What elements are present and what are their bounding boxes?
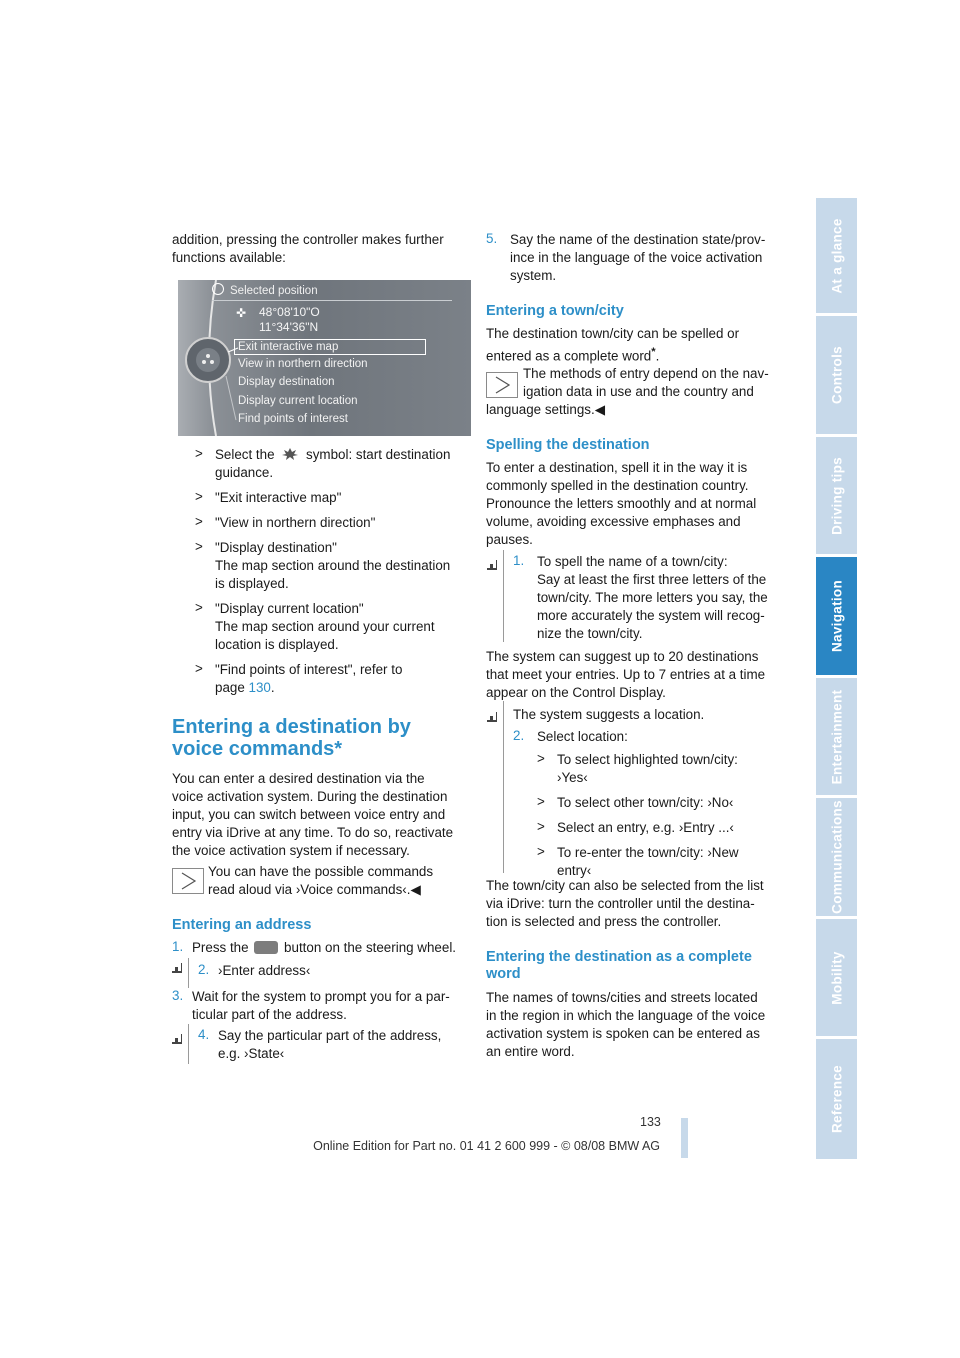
text: location is displayed. xyxy=(215,637,339,652)
subheading-spelling: Spelling the destination xyxy=(486,437,650,453)
screen-divider xyxy=(212,300,452,301)
list-item xyxy=(195,600,475,654)
text: The system can suggest up to 20 destinations xyxy=(486,649,759,664)
play-triangle-icon xyxy=(173,869,203,893)
microphone-icon xyxy=(485,558,499,572)
control-display-screenshot xyxy=(178,280,471,436)
menu-item-exit-map[interactable]: Exit interactive map xyxy=(234,339,426,355)
text: ticular part of the address. xyxy=(192,1007,347,1022)
text: Say at least the first three letters of the xyxy=(537,572,767,587)
footer-marker xyxy=(681,1118,688,1158)
list-item xyxy=(195,661,475,697)
coordinate-latitude: 48°08'10"O xyxy=(259,305,320,319)
step-item xyxy=(198,962,468,980)
microphone-icon xyxy=(170,1032,184,1046)
text: entry via iDrive at any time. To do so, reactivate xyxy=(172,825,454,840)
side-tab-navigation[interactable] xyxy=(816,557,857,675)
side-tab-label: At a glance xyxy=(829,217,844,294)
text: town/city. The more letters you say, the xyxy=(537,590,768,605)
town-paragraph xyxy=(486,325,786,365)
step-item xyxy=(513,728,785,746)
voice-bar xyxy=(503,701,504,873)
suggest-paragraph xyxy=(486,648,786,702)
side-tab-communications[interactable] xyxy=(816,798,857,916)
side-tab-reference[interactable] xyxy=(816,1039,857,1159)
list-item xyxy=(537,819,787,837)
text: Select an entry, e.g. ›Entry ...‹ xyxy=(557,820,734,835)
text: The names of towns/cities and streets located xyxy=(486,990,758,1005)
step-item xyxy=(486,231,786,285)
bullet: > xyxy=(537,844,545,859)
text: You can enter a desired destination via the xyxy=(172,771,425,786)
text: ›Enter address‹ xyxy=(218,963,311,978)
text: appear on the Control Display. xyxy=(486,685,666,700)
step-number: 3. xyxy=(172,988,184,1003)
text: "Display current location" xyxy=(215,601,364,616)
step-item xyxy=(198,1027,468,1063)
menu-item-display-current-location[interactable]: Display current location xyxy=(238,395,358,407)
text: Select the xyxy=(215,447,275,462)
text: read aloud via ›Voice commands‹.◀ xyxy=(208,882,421,897)
note-text xyxy=(486,401,786,419)
online-edition-note: Online Edition for Part no. 01 41 2 600 999 - © 08/08 BMW AG xyxy=(313,1139,660,1153)
bullet: > xyxy=(195,514,203,529)
text: that meet your entries. Up to 7 entries at a time xyxy=(486,667,766,682)
subheading-complete-word xyxy=(486,949,752,983)
text: commonly spelled in the destination country. xyxy=(486,478,749,493)
position-icon xyxy=(212,283,224,295)
text: more accurately the system will recog- xyxy=(537,608,765,623)
bullet: > xyxy=(195,539,203,554)
text: To select highlighted town/city: xyxy=(557,752,738,767)
side-tab-label: Mobility xyxy=(829,950,844,1005)
step-number: 1. xyxy=(172,939,184,954)
text: To select other town/city: ›No‹ xyxy=(557,795,734,810)
side-tab-label: Communications xyxy=(829,800,844,914)
text: nize the town/city. xyxy=(537,626,643,641)
list-item xyxy=(537,794,787,812)
side-tab-driving-tips[interactable] xyxy=(816,437,857,554)
voice-bar xyxy=(503,550,504,642)
word-paragraph xyxy=(486,989,786,1061)
text: "Find points of interest", refer to xyxy=(215,662,403,677)
list-item xyxy=(195,539,475,593)
text: page xyxy=(215,680,245,695)
text: system. xyxy=(510,268,557,283)
step-number: 4. xyxy=(198,1027,210,1042)
microphone-icon xyxy=(170,961,184,975)
text: Wait for the system to prompt you for a par- xyxy=(192,989,450,1004)
text: The system suggests a location. xyxy=(513,707,705,722)
bullet: > xyxy=(195,446,203,461)
section-heading xyxy=(172,716,411,760)
text: . xyxy=(270,680,275,695)
note-text xyxy=(208,863,468,899)
note-icon xyxy=(486,372,518,398)
text: via iDrive: turn the controller until the destina- xyxy=(486,896,755,911)
page-link[interactable]: 130 xyxy=(248,680,271,695)
side-tab-label: Controls xyxy=(829,346,844,404)
section-paragraph xyxy=(172,770,472,860)
text: igation data in use and the country and xyxy=(523,384,754,399)
text: language settings.◀ xyxy=(486,402,605,417)
text: The methods of entry depend on the nav- xyxy=(523,366,769,381)
text: e.g. ›State‹ xyxy=(218,1046,285,1061)
play-triangle-icon xyxy=(487,373,517,397)
address-steps xyxy=(172,939,472,957)
list-item xyxy=(195,446,475,482)
step-item xyxy=(172,939,472,957)
text: Pronounce the letters smoothly and at normal xyxy=(486,496,757,511)
text: in the region in which the language of the voice xyxy=(486,1008,766,1023)
screen-title: Selected position xyxy=(230,285,318,297)
text: To enter a destination, spell it in the way it is xyxy=(486,460,748,475)
text: Say the particular part of the address, xyxy=(218,1028,442,1043)
list-item xyxy=(537,751,787,787)
side-tab-mobility[interactable] xyxy=(816,919,857,1036)
text: To re-enter the town/city: ›New xyxy=(557,845,739,860)
subheading-address: Entering an address xyxy=(172,917,312,933)
menu-item-northern-direction[interactable]: View in northern direction xyxy=(238,358,368,370)
text: symbol: start destination xyxy=(306,447,451,462)
text: Select location: xyxy=(537,729,628,744)
step-item xyxy=(172,988,472,1024)
text: entered as a complete word xyxy=(486,348,652,364)
heading-line: voice commands* xyxy=(172,738,343,760)
note-icon xyxy=(172,868,204,894)
heading-line: Entering a destination by xyxy=(172,716,411,738)
bullet: > xyxy=(537,751,545,766)
bullet: > xyxy=(537,819,545,834)
function-list xyxy=(195,446,475,697)
list-item xyxy=(195,514,475,532)
microphone-icon xyxy=(485,710,499,724)
step-number: 5. xyxy=(486,231,498,246)
system-suggests xyxy=(513,706,785,724)
text: voice activation system. During the destination xyxy=(172,789,448,804)
voice-bar xyxy=(188,1024,189,1064)
text: is displayed. xyxy=(215,576,289,591)
step-number: 2. xyxy=(198,962,210,977)
heading-line: Entering the destination as a complete xyxy=(486,949,752,965)
menu-item-display-destination[interactable]: Display destination xyxy=(238,376,335,388)
intro-text: addition, pressing the controller makes further functions available: xyxy=(172,232,444,265)
list-item xyxy=(537,844,787,880)
voice-bar xyxy=(188,958,189,988)
text: The town/city can also be selected from the list xyxy=(486,878,764,893)
side-tab-label: Reference xyxy=(829,1065,844,1133)
text: tion is selected and press the controller. xyxy=(486,914,722,929)
text: Press the xyxy=(192,940,249,955)
text: pauses. xyxy=(486,532,533,547)
text: . xyxy=(655,348,660,364)
page-number: 133 xyxy=(640,1115,661,1129)
text: an entire word. xyxy=(486,1044,575,1059)
subheading-town: Entering a town/city xyxy=(486,303,624,319)
bullet: > xyxy=(195,489,203,504)
bullet: > xyxy=(195,600,203,615)
side-tab-controls[interactable] xyxy=(816,316,857,434)
selection-options xyxy=(537,751,787,880)
bullet: > xyxy=(195,661,203,676)
text: "View in northern direction" xyxy=(215,515,376,530)
side-tab-entertainment[interactable] xyxy=(816,678,857,795)
side-tab-at-a-glance[interactable] xyxy=(816,198,857,313)
menu-item-find-poi[interactable]: Find points of interest xyxy=(238,413,348,425)
step-number: 1. xyxy=(513,553,525,568)
text: the voice activation system if necessary. xyxy=(172,843,410,858)
text: entry‹ xyxy=(557,863,592,878)
text: ›Yes‹ xyxy=(557,770,588,785)
text: ince in the language of the voice activation xyxy=(510,250,763,265)
idrive-paragraph xyxy=(486,877,786,931)
text: activation system is spoken can be entered as xyxy=(486,1026,760,1041)
step-item xyxy=(513,553,785,643)
screen-title-row xyxy=(212,283,318,297)
note-text xyxy=(523,365,785,401)
text: The map section around the destination xyxy=(215,558,451,573)
text: You can have the possible commands xyxy=(208,864,434,879)
text: input, you can switch between voice entry and xyxy=(172,807,446,822)
text: To spell the name of a town/city: xyxy=(537,554,728,569)
intro-paragraph xyxy=(172,231,472,267)
voice-button-icon xyxy=(254,941,278,954)
spell-paragraph xyxy=(486,459,786,549)
text: The map section around your current xyxy=(215,619,435,634)
coordinate-longitude: 11°34'36"N xyxy=(259,320,319,334)
text: "Display destination" xyxy=(215,540,337,555)
step-number: 2. xyxy=(513,728,525,743)
side-tab-label: Navigation xyxy=(829,579,844,653)
side-tab-label: Driving tips xyxy=(829,456,844,535)
text: "Exit interactive map" xyxy=(215,490,342,505)
side-tab-label: Entertainment xyxy=(829,689,844,784)
text: guidance. xyxy=(215,465,274,480)
text: The destination town/city can be spelled or xyxy=(486,326,740,341)
text: volume, avoiding excessive emphases and xyxy=(486,514,741,529)
list-item xyxy=(195,489,475,507)
text: Say the name of the destination state/prov- xyxy=(510,232,766,247)
text: button on the steering wheel. xyxy=(284,940,457,955)
heading-line: word xyxy=(486,966,521,982)
optional-star: * xyxy=(651,346,656,358)
bullet: > xyxy=(537,794,545,809)
destination-flag-icon[interactable]: ✜ xyxy=(236,306,247,320)
destination-symbol-icon xyxy=(281,448,299,460)
